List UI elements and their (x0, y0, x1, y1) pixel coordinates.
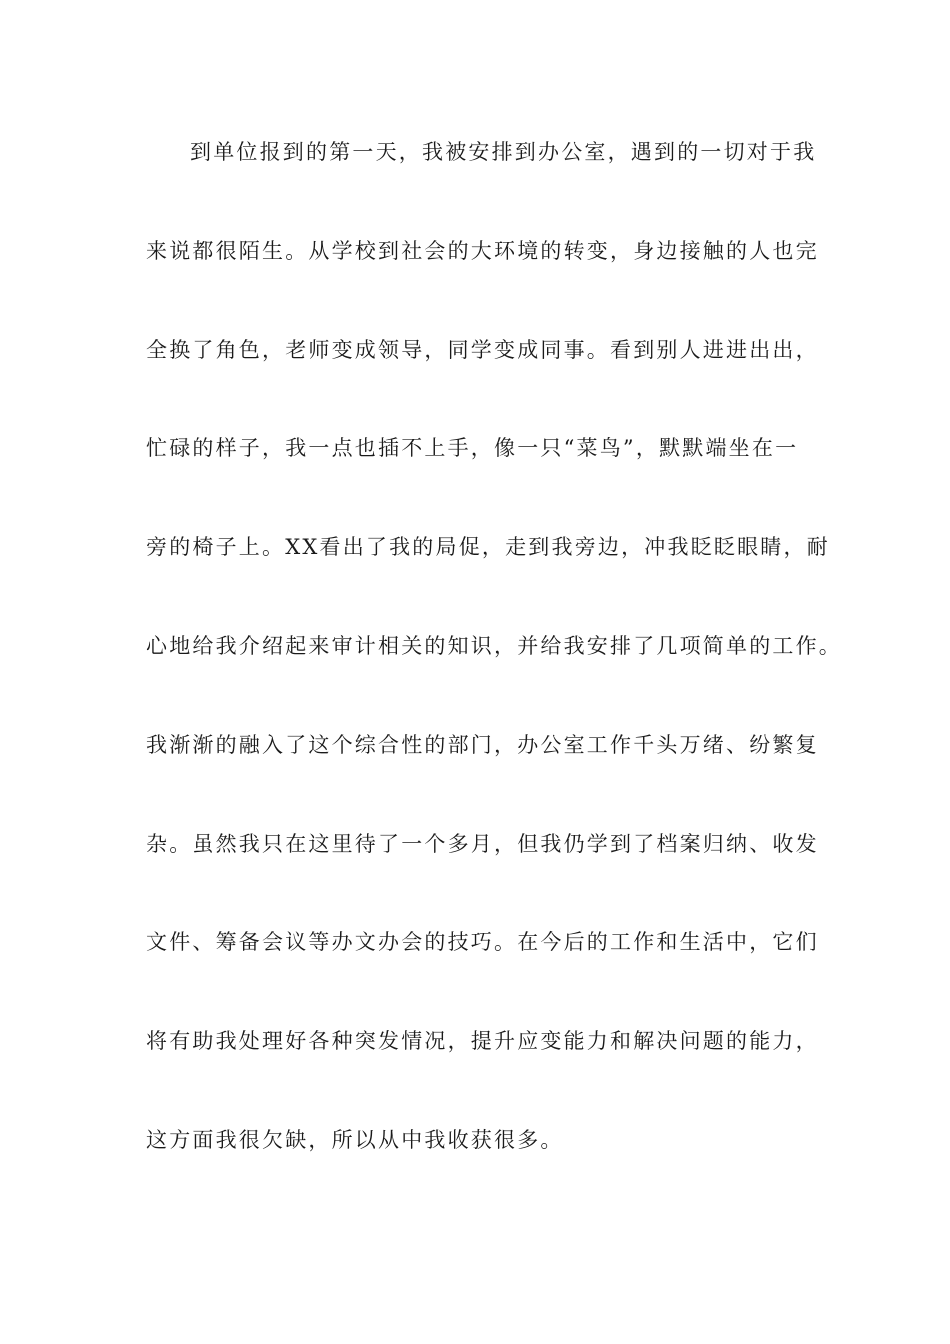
paragraph-line: 旁的椅子上。XX看出了我的局促，走到我旁边，冲我眨眨眼睛，耐 (146, 535, 830, 560)
paragraph-line: 将有助我处理好各种突发情况，提升应变能力和解决问题的能力， (146, 1029, 819, 1054)
paragraph-line: 来说都很陌生。从学校到社会的大环境的转变，身边接触的人也完 (146, 238, 819, 263)
paragraph (146, 132, 842, 1219)
paragraph-line: 忙碌的样子，我一点也插不上手，像一只“菜鸟”，默默端坐在一 (146, 436, 799, 461)
paragraph-line: 杂。虽然我只在这里待了一个多月，但我仍学到了档案归纳、收发 (146, 831, 819, 856)
paragraph-line: 到单位报到的第一天，我被安排到办公室，遇到的一切对于我 (190, 140, 817, 164)
paragraph-line: 这方面我很欠缺，所以从中我收获很多。 (146, 1127, 564, 1152)
paragraph-line: 文件、筹备会议等办文办会的技巧。在今后的工作和生活中，它们 (146, 930, 819, 955)
paragraph-line: 全换了角色，老师变成领导，同学变成同事。看到别人进进出出， (146, 337, 819, 362)
paragraph-line: 心地给我介绍起来审计相关的知识，并给我安排了几项简单的工作。 (146, 633, 842, 658)
paragraph-line: 我渐渐的融入了这个综合性的部门，办公室工作千头万绪、纷繁复 (146, 732, 819, 757)
